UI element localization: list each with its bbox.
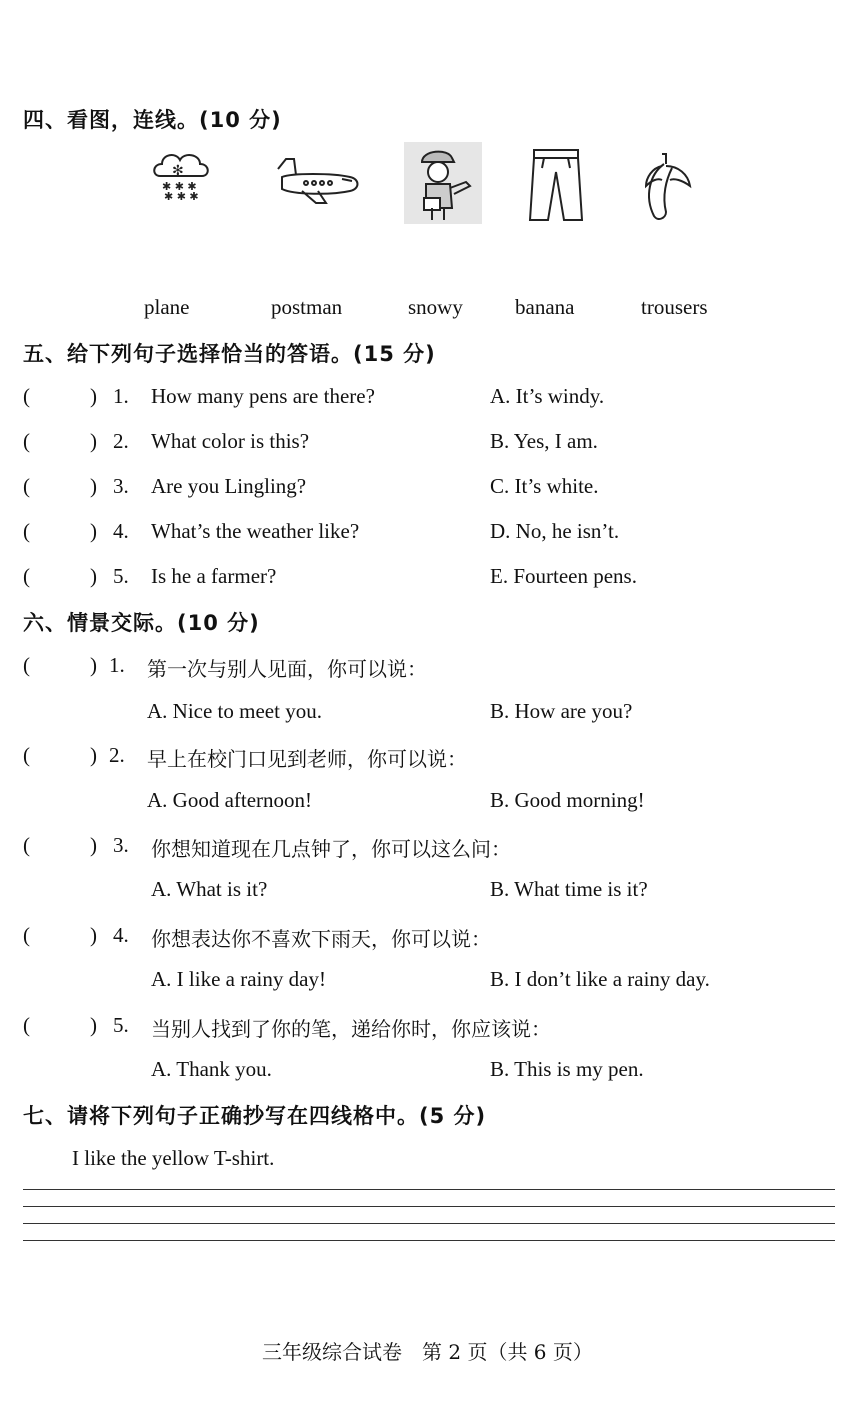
answer-paren-close: ) <box>90 564 97 588</box>
word-trousers: trousers <box>641 295 708 319</box>
trousers-icon <box>526 148 586 224</box>
question-number: 2. <box>113 429 129 453</box>
word-snowy: snowy <box>408 295 463 319</box>
answer-paren-close: ) <box>90 923 97 947</box>
question-text: What’s the weather like? <box>151 519 360 543</box>
grid-line <box>23 1206 835 1207</box>
copy-sentence: I like the yellow T-shirt. <box>72 1146 275 1170</box>
option-b: B. This is my pen. <box>490 1057 644 1081</box>
question-text: How many pens are there? <box>151 384 375 408</box>
answer-paren-open: ( <box>23 429 30 453</box>
svg-text:✱ ✱ ✱: ✱ ✱ ✱ <box>162 180 197 193</box>
answer-paren-open: ( <box>23 474 30 498</box>
answer-paren-open: ( <box>23 1013 30 1037</box>
answer-paren-close: ) <box>90 519 97 543</box>
page-footer: 三年级综合试卷 第 2 页（共 6 页） <box>262 1340 593 1364</box>
question-prompt: 当别人找到了你的笔，递给你时，你应该说： <box>151 1017 551 1041</box>
answer-option: D. No, he isn’t. <box>490 519 620 543</box>
option-a: A. Nice to meet you. <box>147 699 322 723</box>
question-number: 4. <box>113 519 129 543</box>
answer-option: E. Fourteen pens. <box>490 564 637 588</box>
answer-option: B. Yes, I am. <box>490 429 598 453</box>
answer-paren-open: ( <box>23 923 30 947</box>
answer-paren-open: ( <box>23 384 30 408</box>
question-prompt: 第一次与别人见面，你可以说： <box>147 657 427 681</box>
answer-paren-close: ) <box>90 653 97 677</box>
option-a: A. I like a rainy day! <box>151 967 326 991</box>
question-number: 2. <box>109 743 125 767</box>
answer-paren-close: ) <box>90 384 97 408</box>
grid-line <box>23 1223 835 1224</box>
word-postman: postman <box>271 295 343 319</box>
option-a: A. What is it? <box>151 877 268 901</box>
answer-paren-close: ) <box>90 1013 97 1037</box>
question-number: 3. <box>113 833 129 857</box>
option-b: B. How are you? <box>490 699 633 723</box>
answer-paren-close: ) <box>90 474 97 498</box>
snow-cloud-icon <box>150 150 214 202</box>
answer-paren-close: ) <box>90 743 97 767</box>
answer-paren-open: ( <box>23 653 30 677</box>
question-number: 5. <box>113 1013 129 1037</box>
section7-title: 七、请将下列句子正确抄写在四线格中。(5 分) <box>23 1104 487 1128</box>
answer-paren-close: ) <box>90 429 97 453</box>
answer-paren-open: ( <box>23 519 30 543</box>
question-prompt: 你想知道现在几点钟了，你可以这么问： <box>151 837 511 861</box>
grid-line <box>23 1189 835 1190</box>
question-number: 1. <box>113 384 129 408</box>
word-banana: banana <box>515 295 575 319</box>
option-b: B. I don’t like a rainy day. <box>490 967 710 991</box>
answer-paren-open: ( <box>23 564 30 588</box>
question-prompt: 你想表达你不喜欢下雨天，你可以说： <box>151 927 491 951</box>
answer-option: A. It’s windy. <box>490 384 605 408</box>
question-text: Is he a farmer? <box>151 564 277 588</box>
banana-icon <box>640 152 696 222</box>
answer-paren-open: ( <box>23 743 30 767</box>
question-text: What color is this? <box>151 429 310 453</box>
option-b: B. What time is it? <box>490 877 648 901</box>
question-number: 3. <box>113 474 129 498</box>
question-prompt: 早上在校门口见到老师，你可以说： <box>147 747 467 771</box>
option-a: A. Thank you. <box>151 1057 272 1081</box>
answer-option: C. It’s white. <box>490 474 599 498</box>
option-b: B. Good morning! <box>490 788 645 812</box>
answer-paren-open: ( <box>23 833 30 857</box>
postman-icon <box>404 142 482 224</box>
question-number: 1. <box>109 653 125 677</box>
answer-paren-close: ) <box>90 833 97 857</box>
grid-line <box>23 1240 835 1241</box>
question-text: Are you Lingling? <box>151 474 307 498</box>
section4-title: 四、看图，连线。(10 分) <box>23 108 282 132</box>
section5-title: 五、给下列句子选择恰当的答语。(15 分) <box>23 342 436 366</box>
section6-title: 六、情景交际。(10 分) <box>23 611 260 635</box>
question-number: 4. <box>113 923 129 947</box>
airplane-icon <box>272 155 362 207</box>
question-number: 5. <box>113 564 129 588</box>
svg-text:✱ ✱ ✱: ✱ ✱ ✱ <box>164 190 199 202</box>
svg-text:✻: ✻ <box>172 163 184 179</box>
option-a: A. Good afternoon! <box>147 788 313 812</box>
word-plane: plane <box>144 295 190 319</box>
